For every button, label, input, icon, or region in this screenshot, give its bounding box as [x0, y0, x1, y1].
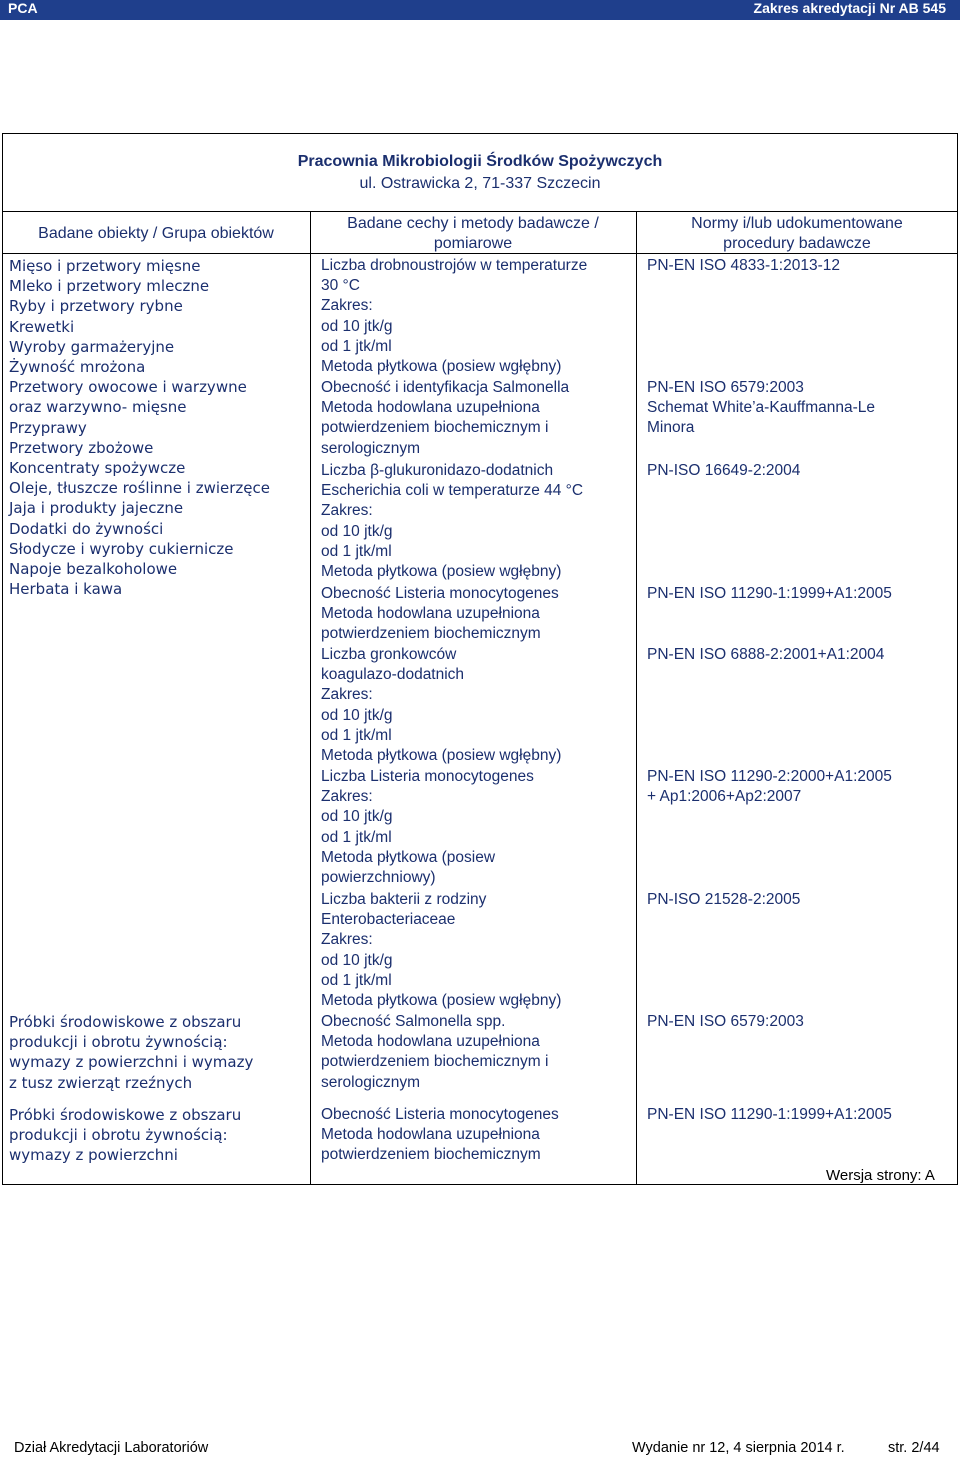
method-line: od 1 jtk/ml [321, 337, 392, 355]
object-item: Koncentraty spożywcze [9, 459, 186, 478]
object-item: Napoje bezalkoholowe [9, 560, 178, 579]
norm-entry [647, 767, 952, 807]
object-item: Ryby i przetwory rybne [9, 297, 183, 316]
col-header-norms-line: Normy i/lub udokumentowane [691, 215, 903, 232]
column-divider-1 [310, 211, 311, 1185]
object-item: Próbki środowiskowe z obszaru [9, 1013, 242, 1031]
norm-line: PN-EN ISO 6888-2:2001+A1:2004 [647, 646, 885, 663]
method-line: Obecność Listeria monocytogenes [321, 585, 559, 602]
method-line: potwierdzeniem biochemicznym [321, 1146, 541, 1164]
method-line: Obecność i identyfikacja Salmonella [321, 379, 570, 396]
header-accreditation: Zakres akredytacji Nr AB 545 [753, 0, 946, 16]
method-line: Zakres: [321, 502, 373, 520]
method-line: od 1 jtk/ml [321, 726, 392, 744]
footer-edition: Wydanie nr 12, 4 sierpnia 2014 r. [632, 1440, 845, 1456]
col-header-norms [638, 214, 956, 254]
object-item: Oleje, tłuszcze roślinne i zwierzęce [9, 479, 270, 498]
method-line: od 1 jtk/ml [321, 542, 392, 560]
object-item: Jaja i produkty jajeczne [9, 499, 184, 518]
method-line: od 10 jtk/g [321, 951, 393, 969]
norm-line: PN-EN ISO 4833-1:2013-12 [647, 257, 840, 274]
method-line: powierzchniowy) [321, 869, 436, 887]
norm-entry [647, 890, 952, 910]
object-item: Mięso i przetwory mięsne [9, 257, 201, 275]
method-line: potwierdzeniem biochemicznym i [321, 419, 549, 437]
method-line: Metoda płytkowa (posiew wgłębny) [321, 747, 562, 765]
norm-entry [647, 256, 952, 276]
method-line: Zakres: [321, 686, 373, 704]
object-item: Wyroby garmażeryjne [9, 337, 175, 356]
object-item: wymazy z powierzchni [9, 1146, 178, 1165]
method-line: Enterobacteriaceae [321, 911, 456, 929]
method-line: Metoda płytkowa (posiew wgłębny) [321, 358, 562, 376]
object-item: Przetwory owocowe i warzywne [9, 378, 247, 397]
norm-line: Minora [647, 419, 695, 437]
col-header-methods-line: pomiarowe [433, 235, 513, 252]
method-entry [321, 1105, 631, 1166]
method-line: Obecność Salmonella spp. [321, 1013, 506, 1030]
method-line: serologicznym [321, 439, 421, 457]
col-header-methods-line: Badane cechy i metody badawcze / [347, 215, 599, 232]
objects-food-list [9, 256, 299, 599]
method-line: Metoda hodowlana uzupełniona [321, 1033, 540, 1051]
col-header-objects [4, 224, 308, 244]
document-header-bar [0, 0, 960, 20]
col-header-methods [312, 214, 634, 254]
method-line: Liczba drobnoustrojów w temperaturze [321, 257, 588, 274]
method-entry [321, 461, 631, 582]
object-item: Słodycze i wyroby cukiernicze [9, 539, 234, 558]
method-line: od 1 jtk/ml [321, 971, 392, 989]
method-entry [321, 890, 631, 1011]
method-entry [321, 584, 631, 645]
norm-entry [647, 378, 952, 439]
method-line: potwierdzeniem biochemicznym i [321, 1053, 549, 1071]
norm-line: PN-EN ISO 6579:2003 [647, 1013, 804, 1030]
method-line: od 10 jtk/g [321, 808, 393, 826]
object-item: z tusz zwierząt rzeźnych [9, 1073, 193, 1092]
object-item: Dodatki do żywności [9, 519, 164, 538]
norm-entry [647, 645, 952, 665]
method-entry [321, 378, 631, 459]
method-line: 30 °C [321, 277, 360, 295]
object-item: Przetwory zbożowe [9, 438, 154, 457]
norm-entry [647, 584, 952, 604]
method-entry [321, 645, 631, 766]
norm-line: PN-EN ISO 11290-2:2000+A1:2005 [647, 768, 892, 785]
method-entry [321, 1012, 631, 1093]
method-line: od 1 jtk/ml [321, 828, 392, 846]
method-entry [321, 767, 631, 888]
object-item: produkcji i obrotu żywnością: [9, 1126, 228, 1145]
norm-line: PN-ISO 21528-2:2005 [647, 891, 801, 908]
column-divider-2 [636, 211, 637, 1185]
norm-line: Schemat White’a-Kauffmanna-Le [647, 399, 876, 417]
object-item: Mleko i przetwory mleczne [9, 277, 210, 296]
object-item: Przyprawy [9, 418, 87, 437]
norm-entry [647, 461, 952, 481]
norm-line: PN-EN ISO 11290-1:1999+A1:2005 [647, 1106, 892, 1123]
page-version: Wersja strony: A [826, 1167, 935, 1184]
footer-page-number: str. 2/44 [888, 1440, 940, 1456]
method-line: Metoda płytkowa (posiew wgłębny) [321, 992, 562, 1010]
method-line: Zakres: [321, 931, 373, 949]
col-header-objects-text: Badane obiekty / Grupa obiektów [38, 225, 274, 242]
method-line: Metoda płytkowa (posiew wgłębny) [321, 563, 562, 581]
method-line: potwierdzeniem biochemicznym [321, 625, 541, 643]
norm-line: PN-EN ISO 6579:2003 [647, 379, 804, 396]
method-line: Obecność Listeria monocytogenes [321, 1106, 559, 1123]
norm-line: PN-ISO 16649-2:2004 [647, 462, 801, 479]
norm-line: PN-EN ISO 11290-1:1999+A1:2005 [647, 585, 892, 602]
method-line: od 10 jtk/g [321, 706, 393, 724]
method-line: Liczba β-glukuronidazo-dodatnich [321, 462, 554, 479]
page-footer [0, 1440, 960, 1459]
method-line: od 10 jtk/g [321, 522, 393, 540]
object-item: Próbki środowiskowe z obszaru [9, 1106, 242, 1124]
object-item: Żywność mrożona [9, 358, 146, 377]
objects-environmental-2 [9, 1105, 299, 1166]
method-line: Liczba Listeria monocytogenes [321, 768, 534, 785]
method-line: serologicznym [321, 1073, 421, 1091]
method-line: od 10 jtk/g [321, 317, 393, 335]
object-item: Krewetki [9, 317, 75, 336]
method-line: Escherichia coli w temperaturze 44 °C [321, 482, 584, 500]
norm-entry [647, 1105, 952, 1125]
method-line: Liczba gronkowców [321, 646, 457, 663]
method-line: Zakres: [321, 788, 373, 806]
method-line: Metoda hodowlana uzupełniona [321, 1126, 540, 1144]
objects-environmental-1 [9, 1012, 299, 1093]
object-item: produkcji i obrotu żywnością: [9, 1033, 228, 1052]
norm-entry [647, 1012, 952, 1032]
lab-name: Pracownia Mikrobiologii Środków Spożywczych [297, 153, 663, 170]
method-line: Zakres: [321, 297, 373, 315]
header-org: PCA [8, 0, 38, 16]
object-item: oraz warzywno- mięsne [9, 398, 187, 417]
method-entry [321, 256, 631, 377]
method-line: koagulazo-dodatnich [321, 666, 465, 684]
object-item: wymazy z powierzchni i wymazy [9, 1053, 254, 1072]
method-line: Liczba bakterii z rodziny [321, 891, 487, 908]
table-title-divider [2, 211, 958, 212]
object-item: Herbata i kawa [9, 580, 123, 599]
norm-line: + Ap1:2006+Ap2:2007 [647, 788, 802, 806]
method-line: Metoda płytkowa (posiew [321, 848, 496, 866]
lab-address: ul. Ostrawicka 2, 71-337 Szczecin [359, 175, 601, 192]
footer-department: Dział Akredytacji Laboratoriów [14, 1440, 209, 1456]
method-line: Metoda hodowlana uzupełniona [321, 399, 540, 417]
method-line: Metoda hodowlana uzupełniona [321, 605, 540, 623]
col-header-norms-line: procedury badawcze [723, 235, 871, 252]
